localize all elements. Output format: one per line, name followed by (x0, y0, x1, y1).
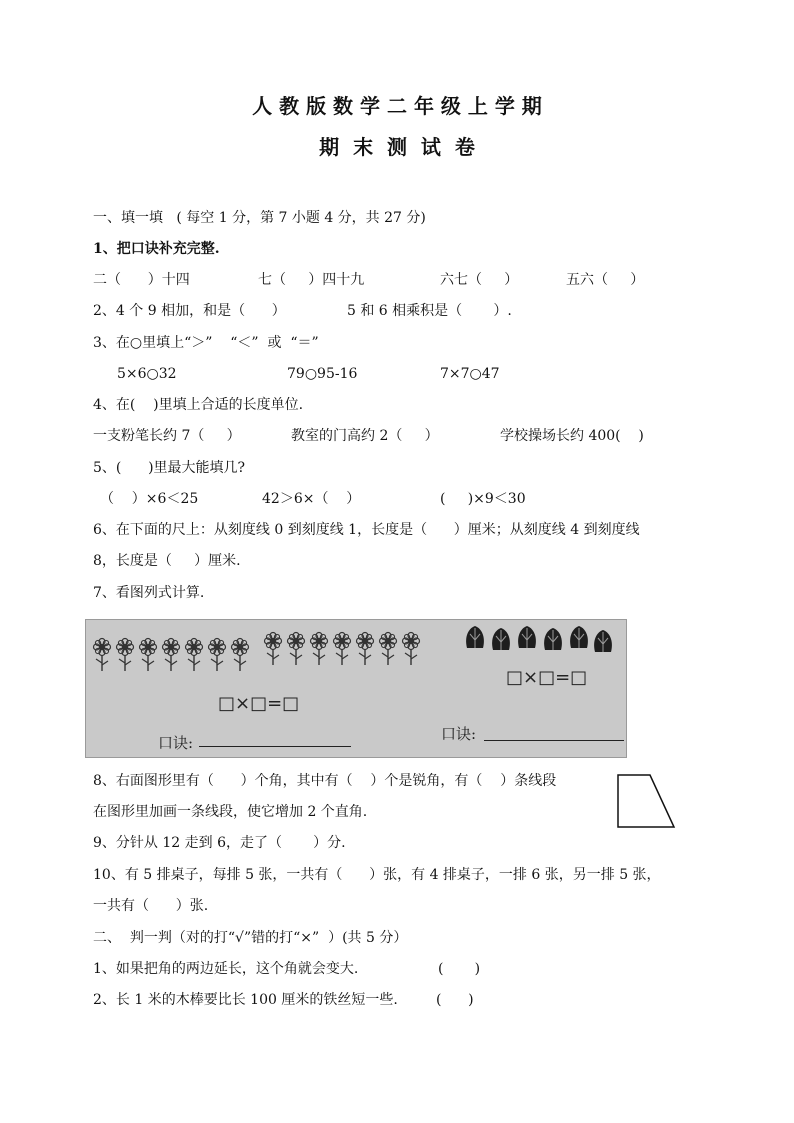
s2-q1-text: 1、如果把角的两边延长，这个角就会变大. (93, 961, 359, 977)
s2-q1-blank[interactable]: ( ) (438, 961, 481, 977)
q7-koujue-left: 口诀: (158, 734, 194, 752)
trapezoid-figure (614, 771, 678, 831)
q8-line1: 8、右面图形里有（ ）个角，其中有（ ）个是锐角，有（ ）条线段 (93, 773, 557, 789)
q7-picture (85, 619, 627, 758)
q9-text: 9、分针从 12 走到 6，走了（ ）分. (93, 835, 346, 851)
flower-group-1 (94, 639, 249, 672)
q1-item-3: 六七（ ） (440, 272, 519, 288)
q7-answer-line-right[interactable] (484, 740, 624, 741)
q4-text: 4、在( )里填上合适的长度单位. (93, 397, 304, 413)
exam-subtitle: 期 末 测 试 卷 (319, 135, 475, 159)
section1-heading: 一、填一填 ( 每空 1 分，第 7 小题 4 分，共 27 分) (93, 210, 426, 226)
exam-title: 人 教 版 数 学 二 年 级 上 学 期 (252, 94, 542, 118)
q7-text: 7、看图列式计算. (93, 585, 205, 601)
q5-text: 5、( )里最大能填几? (93, 460, 246, 476)
q5-item-1: （ ）×6＜25 (100, 491, 199, 507)
flower-group-2 (265, 633, 420, 666)
q3-item-3: 7×7○47 (440, 366, 500, 382)
q10-line1: 10、有 5 排桌子，每排 5 张，一共有（ ）张，有 4 排桌子，一排 6 张，另一排 5 张， (93, 867, 661, 883)
q1-text: 1、把口诀补充完整. (93, 241, 220, 257)
q5-item-3: ( )×9＜30 (440, 491, 526, 507)
s2-q2-text: 2、长 1 米的木棒要比长 100 厘米的铁丝短一些. (93, 992, 398, 1008)
q3-item-1: 5×6○32 (117, 366, 177, 382)
q4-item-2: 教室的门高约 2（ ） (291, 428, 439, 444)
q2-part-a: 2、4 个 9 相加，和是（ ） (93, 303, 286, 319)
q2-part-b: 5 和 6 相乘积是（ ）. (347, 303, 512, 319)
q5-item-2: 42＞6×（ ） (262, 491, 361, 507)
q8-line2: 在图形里加画一条线段，使它增加 2 个直角. (93, 804, 368, 820)
q6-line1: 6、在下面的尺上：从刻度线 0 到刻度线 1，长度是（ ）厘米；从刻度线 4 到刻度线 (93, 522, 640, 538)
q1-item-1: 二（ ）十四 (93, 272, 190, 288)
q1-item-2: 七（ ）四十九 (258, 272, 365, 288)
q7-koujue-right: 口诀: (441, 725, 477, 743)
s2-q2-blank[interactable]: ( ) (436, 992, 474, 1008)
q3-item-2: 79○95-16 (287, 366, 358, 382)
q1-item-4: 五六（ ） (566, 272, 645, 288)
q4-item-3: 学校操场长约 400( ) (500, 428, 644, 444)
q7-equation-left: □×□=□ (218, 693, 300, 714)
q3-text: 3、在○里填上“＞” “＜” 或 “＝” (93, 335, 319, 351)
q7-equation-right: □×□=□ (506, 667, 588, 688)
q10-line2: 一共有（ ）张. (93, 898, 209, 914)
section2-heading: 二、 判一判（对的打“√”错的打“×” ）(共 5 分） (93, 930, 408, 946)
q7-answer-line-left[interactable] (199, 746, 351, 747)
q4-item-1: 一支粉笔长约 7（ ） (93, 428, 241, 444)
plant-group (466, 626, 612, 652)
q6-line2: 8，长度是（ ）厘米. (93, 553, 241, 569)
